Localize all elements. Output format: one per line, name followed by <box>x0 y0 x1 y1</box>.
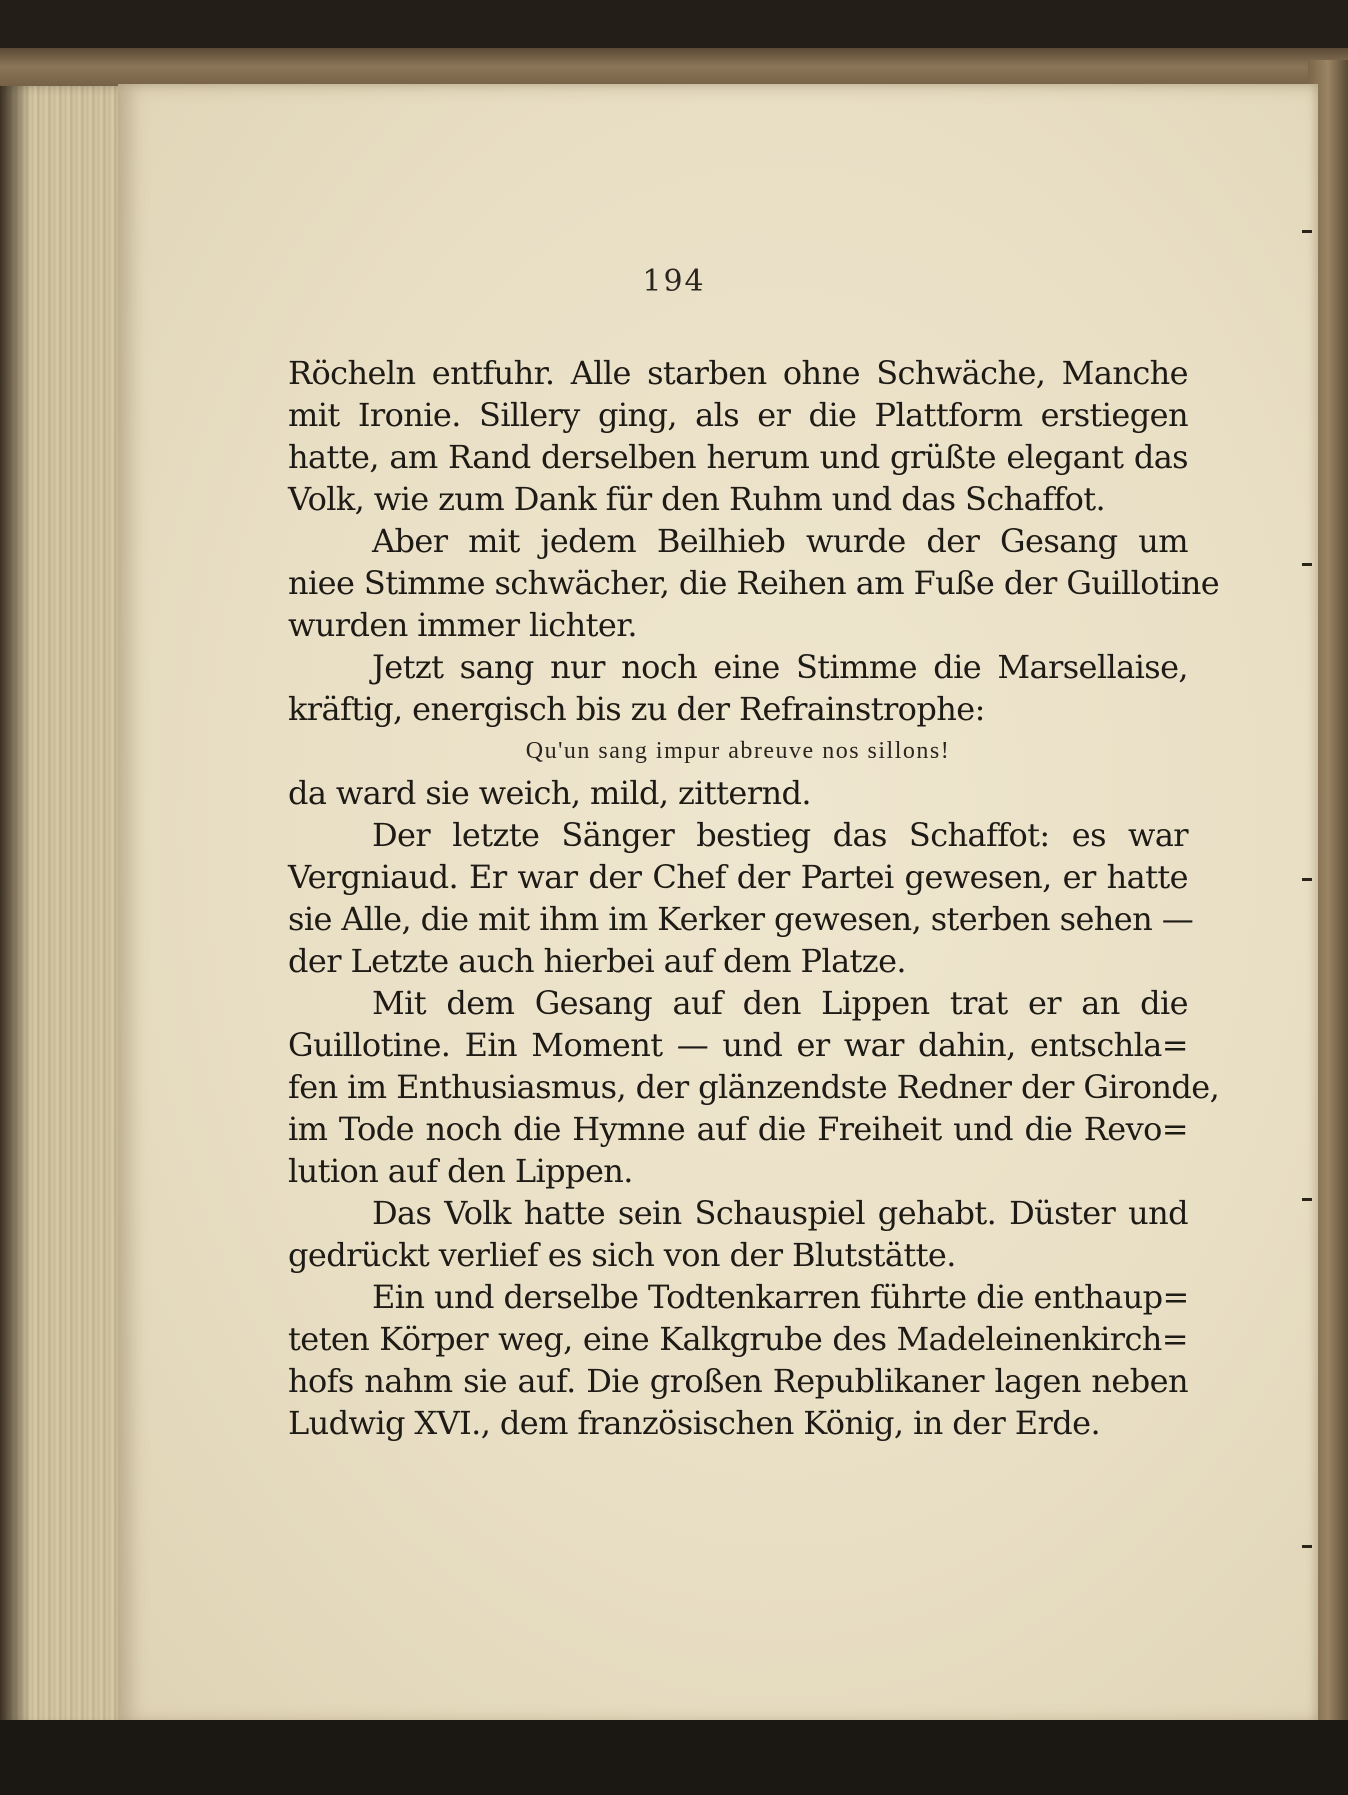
page-number: 194 <box>642 264 706 299</box>
paragraph-start: Aber mit jedem Beilhieb wurde der Gesang um <box>372 522 1188 560</box>
paragraph-start: Jetzt sang nur noch eine Stimme die Marsellaise, <box>372 648 1188 686</box>
text-line: Ludwig XVI., dem französischen König, in der Erde. <box>288 1404 1101 1442</box>
text-line: mit Ironie. Sillery ging, als er die Plattform erstiegen <box>288 396 1188 434</box>
text-line: der Letzte auch hierbei auf dem Platze. <box>288 942 906 980</box>
background-bottom <box>0 1720 1348 1795</box>
paragraph-start: Ein und derselbe Todtenkarren führte die enthaup= <box>372 1278 1189 1316</box>
margin-mark <box>1302 878 1312 881</box>
text-line: kräftig, energisch bis zu der Refrainstrophe: <box>288 690 985 728</box>
paragraph-start: Mit dem Gesang auf den Lippen trat er an die <box>372 984 1188 1022</box>
text-line: hatte, am Rand derselben herum und grüßte elegant das <box>288 438 1188 476</box>
french-quote: Qu'un sang impur abreuve nos sillons! <box>525 738 951 764</box>
margin-mark <box>1302 230 1312 233</box>
page-text <box>288 352 1220 1444</box>
text-line: Vergniaud. Er war der Chef der Partei gewesen, er hatte <box>288 858 1188 896</box>
binding-shadow <box>0 86 30 1726</box>
text-line: wurden immer lichter. <box>288 606 637 644</box>
paragraph-start: Der letzte Sänger bestieg das Schaffot: es war <box>372 816 1188 854</box>
margin-mark <box>1302 563 1312 566</box>
text-line: im Tode noch die Hymne auf die Freiheit und die Revo= <box>288 1110 1188 1148</box>
text-line: Guillotine. Ein Moment — und er war dahin, entschla= <box>288 1026 1188 1064</box>
text-line: hofs nahm sie auf. Die großen Republikaner lagen neben <box>288 1362 1188 1400</box>
text-line: sie Alle, die mit ihm im Kerker gewesen, sterben sehen — <box>288 900 1194 938</box>
margin-mark <box>1302 1198 1312 1201</box>
text-line: lution auf den Lippen. <box>288 1152 633 1190</box>
text-line: da ward sie weich, mild, zitternd. <box>288 774 811 812</box>
text-line: gedrückt verlief es sich von der Blutstätte. <box>288 1236 956 1274</box>
text-line: teten Körper weg, eine Kalkgrube des Madeleinenkirch= <box>288 1320 1188 1358</box>
text-line: niee Stimme schwächer, die Reihen am Fuße der Guillotine <box>288 564 1220 602</box>
text-line: Volk, wie zum Dank für den Ruhm und das Schaffot. <box>288 480 1106 518</box>
text-line: Röcheln entfuhr. Alle starben ohne Schwäche, Manche <box>288 354 1188 392</box>
margin-mark <box>1302 1545 1312 1548</box>
text-line: fen im Enthusiasmus, der glänzendste Redner der Gironde, <box>288 1068 1220 1106</box>
paragraph-start: Das Volk hatte sein Schauspiel gehabt. Düster und <box>372 1194 1188 1232</box>
